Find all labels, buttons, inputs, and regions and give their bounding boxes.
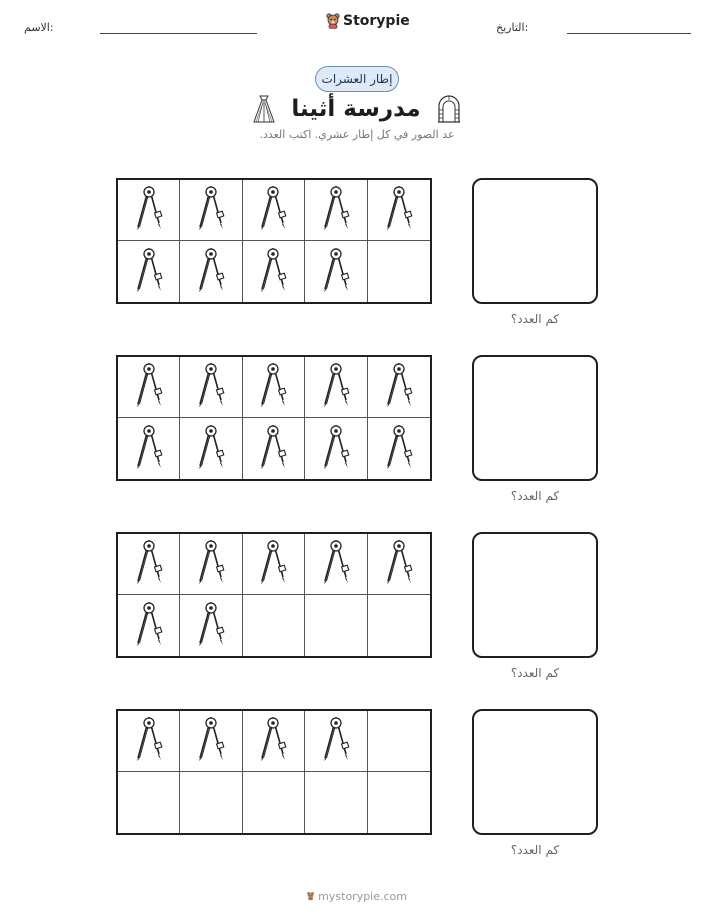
ten-frame-cell	[180, 595, 242, 656]
question-label: كم العدد؟	[510, 489, 560, 503]
ten-frame-cell	[368, 711, 430, 772]
compass-icon	[382, 362, 416, 412]
question-label: كم العدد؟	[510, 666, 560, 680]
compass-icon	[382, 185, 416, 235]
page-title: مدرسة أثينا	[291, 96, 421, 122]
compass-icon	[194, 424, 228, 474]
compass-icon	[319, 424, 353, 474]
ten-frame-cell	[243, 180, 305, 241]
ten-frame-cell	[305, 357, 367, 418]
compass-icon	[319, 539, 353, 589]
ten-frame-cell	[180, 772, 242, 833]
compass-icon	[256, 716, 290, 766]
cloak-icon	[253, 94, 275, 124]
worksheet-type-badge: إطار العشرات	[315, 66, 399, 92]
bear-mascot-icon	[307, 887, 314, 905]
compass-icon	[132, 362, 166, 412]
compass-icon	[382, 539, 416, 589]
ten-frame-cell	[243, 241, 305, 302]
compass-icon	[194, 247, 228, 297]
answer-box[interactable]	[472, 178, 598, 304]
ten-frame-cell	[180, 357, 242, 418]
compass-icon	[256, 247, 290, 297]
ten-frame-cell	[305, 595, 367, 656]
compass-icon	[382, 424, 416, 474]
instructions: عد الصور في كل إطار عشري. اكتب العدد.	[259, 128, 455, 141]
brand-logo	[326, 13, 410, 29]
ten-frame-cell	[180, 711, 242, 772]
compass-icon	[132, 247, 166, 297]
ten-frame-cell	[305, 772, 367, 833]
ten-frame-cell	[368, 241, 430, 302]
compass-icon	[132, 716, 166, 766]
ten-frame-cell	[118, 418, 180, 479]
ten-frame-cell	[118, 534, 180, 595]
ten-frame-cell	[368, 357, 430, 418]
compass-icon	[132, 424, 166, 474]
compass-icon	[132, 185, 166, 235]
ten-frame-cell	[243, 534, 305, 595]
ten-frame	[116, 178, 432, 304]
compass-icon	[319, 185, 353, 235]
name-line[interactable]	[100, 33, 257, 34]
compass-icon	[194, 601, 228, 651]
ten-frame-cell	[243, 357, 305, 418]
compass-icon	[319, 716, 353, 766]
name-label: الاسم:	[24, 21, 54, 34]
compass-icon	[256, 539, 290, 589]
footer-url: mystorypie.com	[318, 889, 407, 903]
ten-frame-cell	[118, 772, 180, 833]
ten-frame-cell	[305, 241, 367, 302]
ten-frame-cell	[368, 180, 430, 241]
ten-frame-cell	[368, 534, 430, 595]
ten-frame-cell	[118, 180, 180, 241]
answer-box[interactable]	[472, 532, 598, 658]
ten-frame-cell	[118, 711, 180, 772]
arch-icon	[437, 94, 461, 124]
ten-frame	[116, 709, 432, 835]
compass-icon	[194, 362, 228, 412]
compass-icon	[132, 601, 166, 651]
ten-frame-cell	[118, 357, 180, 418]
ten-frame-cell	[243, 772, 305, 833]
ten-frame-cell	[118, 241, 180, 302]
compass-icon	[319, 362, 353, 412]
answer-box[interactable]	[472, 709, 598, 835]
ten-frame-cell	[243, 418, 305, 479]
title-row	[250, 92, 464, 126]
ten-frame	[116, 355, 432, 481]
compass-icon	[319, 247, 353, 297]
answer-box[interactable]	[472, 355, 598, 481]
compass-icon	[194, 185, 228, 235]
ten-frame-cell	[305, 711, 367, 772]
brand-name: Storypie	[343, 13, 410, 29]
bear-mascot-icon	[326, 13, 340, 29]
date-line[interactable]	[567, 33, 691, 34]
ten-frame-cell	[118, 595, 180, 656]
ten-frame-cell	[243, 595, 305, 656]
question-label: كم العدد؟	[510, 843, 560, 857]
ten-frame-cell	[180, 534, 242, 595]
compass-icon	[256, 424, 290, 474]
ten-frame-cell	[368, 595, 430, 656]
date-label: التاريخ:	[496, 21, 529, 34]
ten-frame-cell	[305, 418, 367, 479]
ten-frame-cell	[368, 418, 430, 479]
question-label: كم العدد؟	[510, 312, 560, 326]
compass-icon	[194, 539, 228, 589]
ten-frame-cell	[180, 180, 242, 241]
ten-frame-cell	[180, 241, 242, 302]
compass-icon	[194, 716, 228, 766]
ten-frame-cell	[243, 711, 305, 772]
ten-frame-cell	[305, 180, 367, 241]
compass-icon	[256, 185, 290, 235]
compass-icon	[256, 362, 290, 412]
ten-frame	[116, 532, 432, 658]
ten-frame-cell	[305, 534, 367, 595]
compass-icon	[132, 539, 166, 589]
footer	[307, 885, 407, 907]
ten-frame-cell	[180, 418, 242, 479]
ten-frame-cell	[368, 772, 430, 833]
